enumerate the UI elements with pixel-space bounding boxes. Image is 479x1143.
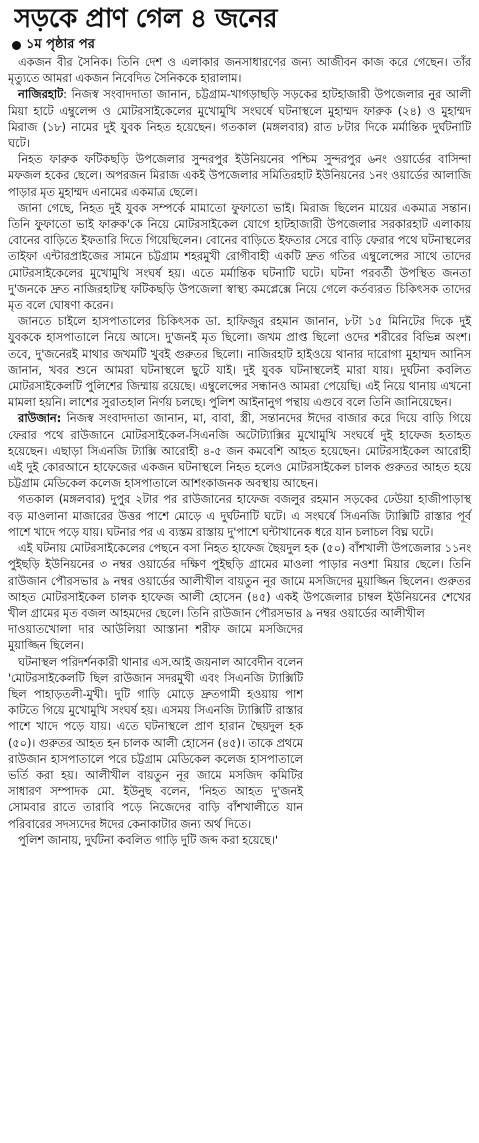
paragraph-1: একজন বীর সৈনিক। তিনি দেশ ও এলাকার জনসাধারণের জন্য আজীবন কাজ করে গেছেন। তাঁর মৃত্যুতে আমরা একজন নিবেদিত সৈনিককে হারালাম।: [8, 55, 471, 86]
paragraph-9: ঘটনাস্থল পরিদর্শনকারী থানার এস.আই জয়নাল আবেদীন বলেন 'মোটরসাইকেলটি ছিল রাউজান সদরমুখী এবং সিএনজি ট্যাক্সিটি ছিল পাহাড়তলী-মুখী। দুটি গাড়ি মোড়ে দ্রুতগামী হওয়ায় পাশ কাটতে গিয়ে মুখোমুখি সংঘর্ষ হয়। এসময় সিএনজি ট্যাক্সিটি রাস্তার পাশে খাদে পড়ে যায়। এতে ঘটনাস্থলে প্রাণ হারান ছৈয়দুল হক (৫০)। গুরুতর আহত হন চালক আলী হোসেন (৪৫)। তাকে প্রথমে রাউজান হাসপাতালে পরে চট্টগ্রাম মেডিকেল কলেজ হাসপাতালে ভর্তি করা হয়। আলীখীল বায়তুন নূর জামে মসজিদ কমিটির সাধারণ সম্পাদক মো. ইউনুছ বলেন, 'নিহত আহত দু'জনই সোমবার রাতে তারাবি পড়ে নিজেদের বাড়ি বাঁশখালীতে যান পরিবারের সদস্যদের ঈদের কেনাকাটার জন্য অর্থ দিতে।: [8, 654, 303, 831]
paragraph-3: নিহত ফারুক ফটিকছড়ি উপজেলার সুন্দরপুর ইউনিয়নের পশ্চিম সুন্দরপুর ৬নং ওয়ার্ডের বাসিন্দা মফজল হকের ছেলে। অপরজন মিরাজ একই উপজেলার সমিতিরহাট ইউনিয়নের ১নং ওয়ার্ডের আলাজি পাড়ার মৃত মুহাম্মদ এনামের একমাত্র ছেলে।: [8, 152, 471, 199]
paragraph-4: জানা গেছে, নিহত দুই যুবক সম্পর্কে মামাতো ফুফাতো ভাই। মিরাজ ছিলেন মায়ের একমাত্র সন্তান। তিনি ফুফাতো ভাই ফারুক'কে নিয়ে মোটরসাইকেল যোগে হাটহাজারী উপজেলার সরকারহাট এলাকায় বোনের বাড়িতে ইফতারি দিতে গিয়েছিলেন। বোনের বাড়িতে ইফতার সেরে বাড়ি ফেরার পথে ঘটনাস্থলের তাইফা এন্টারপ্রাইজের সামনে চট্টগ্রাম শহরমুখী রোগীবাহী একটি দ্রুত গতির এম্বুলেন্সের সাথে তাদের মোটরসাইকেলের মুখোমুখি সংঘর্ষ হয়। এতে মর্মান্তিক ঘটনাটি ঘটে। ঘটনা পরবর্তী উপস্থিত জনতা দু'জনকে দ্রুত নাজিরহাটস্থ ফটিকছড়ি উপজেলা স্বাস্থ্য কমপ্লেক্সে নিয়ে গেলে কর্তব্যরত চিকিৎসক তাদের মৃত বলে ঘোষণা করেন।: [8, 200, 471, 313]
paragraph-10: পুলিশ জানায়, দুর্ঘটনা কবলিত গাড়ি দুটি জব্দ করা হয়েছে।': [18, 832, 278, 847]
paragraph-7: গতকাল (মঙ্গলবার) দুপুর ২টার পর রাউজানের হাফেজ বজলুর রহমান সড়কের ঢেউয়া হাজীপাড়াস্থ বড় মাওলানা মাজারের উত্তর পাশে মোড়ে এ দুর্ঘটনাটি ঘটে। এ সংঘর্ষে সিএনজি ট্যাক্সিটি রাস্তার পূর্ব পাশে খাদে পড়ে যায়। ঘটনার পর এ ব্যস্তম রাস্তায় দু'পাশে ঘন্টাখানেক ধরে যান চলাচল বিঘ্ন ঘটে।: [8, 492, 471, 539]
continued-from-label: ১ম পৃষ্ঠার পর: [26, 37, 95, 52]
paragraph-8: এই ঘটনায় মোটরসাইকেলের পেছনে বসা নিহত হাফেজ ছৈয়দুল হক (৫০) বাঁশখালী উপজেলার ১১নং পুইছড়ি ইউনিয়নের ৩ নম্বর ওয়ার্ডের দক্ষিণ পুইছড়ি গ্রামের মাওলা পাড়ার নওশা মিয়ার ছেলে। তিনি রাউজান পৌরসভার ৯ নম্বর ওয়ার্ডের আলীখীল বায়তুন নূর জামে মসজিদের মুয়াজ্জিন ছিলেন। গুরুতর আহত মোটরসাইকেল চালক হাফেজ আলী হোসেন (৪৫) একই উপজেলার চাম্বল ইউনিয়নের শেখের খীল গ্রামের মৃত বজল আহমদের ছেলে। তিনি রাউজান পৌরসভার ৯ নম্বর ওয়ার্ডের আলীখীল: [8, 541, 471, 620]
headline: সড়কে প্রাণ গেল ৪ জনের: [14, 4, 278, 34]
paragraph-raozan-text: নিজস্ব সংবাদদাতা জানান, মা, বাবা, স্ত্রী, সন্তানদের ঈদের বাজার করে দিয়ে বাড়ি গিয়ে ফেরার পথে রাউজানে মোটরসাইকেল-সিএনজি অটোট্যাক্সির মুখোমুখি সংঘর্ষে দুই হাফেজ হতাহত হয়েছেন। এছাড়া সিএনজি ট্যাক্সি আরোহী ৪-৫ জন কমবেশি আহত হয়েছেন। মোটরসাইকেল আরোহী এই দুই কোরআনে হাফেজের একজন ঘটনাস্থলে নিহত হলেও মোটরসাইকেল চালক গুরুতর আহত হয়ে চট্টগ্রাম মেডিকেল কলেজ হাসপাতালে আশংকাজনক অবস্থায় আছেন।: [8, 411, 471, 491]
bullet-icon: [12, 41, 21, 50]
paragraph-nazirhat: [8, 86, 471, 151]
dateline-nazirhat: নাজিরহাট: [18, 87, 64, 102]
paragraph-8-continued: দাওয়াতখোলা দার আউলিয়া আস্তানা শরীফ জামে মসজিদের মুয়াজ্জিন ছিলেন।: [8, 622, 303, 653]
dateline-raozan: রাউজান:: [18, 411, 62, 426]
paragraph-nazirhat-text: : নিজস্ব সংবাদদাতা জানান, চট্টগ্রাম-খাগড়াছড়ি সড়কের হাটহাজারী উপজেলার নুর আলী মিয়া হাটে এম্বুলেন্স ও মোটরসাইকেলের মুখোমুখি সংঘর্ষে ঘটনাস্থলে মুহাম্মদ ফারুক (২৪) ও মুহাম্মদ মিরাজ (১৮) নামের দুই যুবক নিহত হয়েছেন। গতকাল (মঙ্গলবার) রাত ৮টার দিকে মর্মান্তিক দুর্ঘটনাটি ঘটে।: [8, 87, 471, 151]
paragraph-raozan: [8, 410, 471, 491]
continued-from: [12, 36, 471, 54]
paragraph-5: জানতে চাইলে হাসপাতালের চিকিৎসক ডা. হাফিজুর রহমান জানান, ৮টা ১৫ মিনিটের দিকে দুই যুবককে হাসপাতালে নিয়ে আসে। দু'জনই মৃত ছিলো। জখম প্রাপ্ত ছিলো ওদের শরীরের বিভিন্ন অংশ। তবে, দু'জনেরই মাথার জখমটি খুবই গুরুতর ছিলো। নাজিরহাট হাইওয়ে থানার দারোগা মুহাম্মদ আনিস জানান, খবর শুনে আমরা ঘটনাস্থলে ছুটে যাই। দুই যুবক ঘটনাস্থলেই মারা যায়। দুর্ঘটনা কবলিত মোটরসাইকেলটি পুলিশের জিম্মায় রয়েছে। এম্বুলেন্সের সন্ধানও আমরা পেয়েছি। এই নিয়ে থানায় এখনো মামলা হয়নি। লাশের সুরাতহাল নির্ণয় চলছে। পুলিশ আইনানুগ পন্থায় এগুবে বলে তিনি জানিয়েছেন।: [8, 314, 471, 410]
